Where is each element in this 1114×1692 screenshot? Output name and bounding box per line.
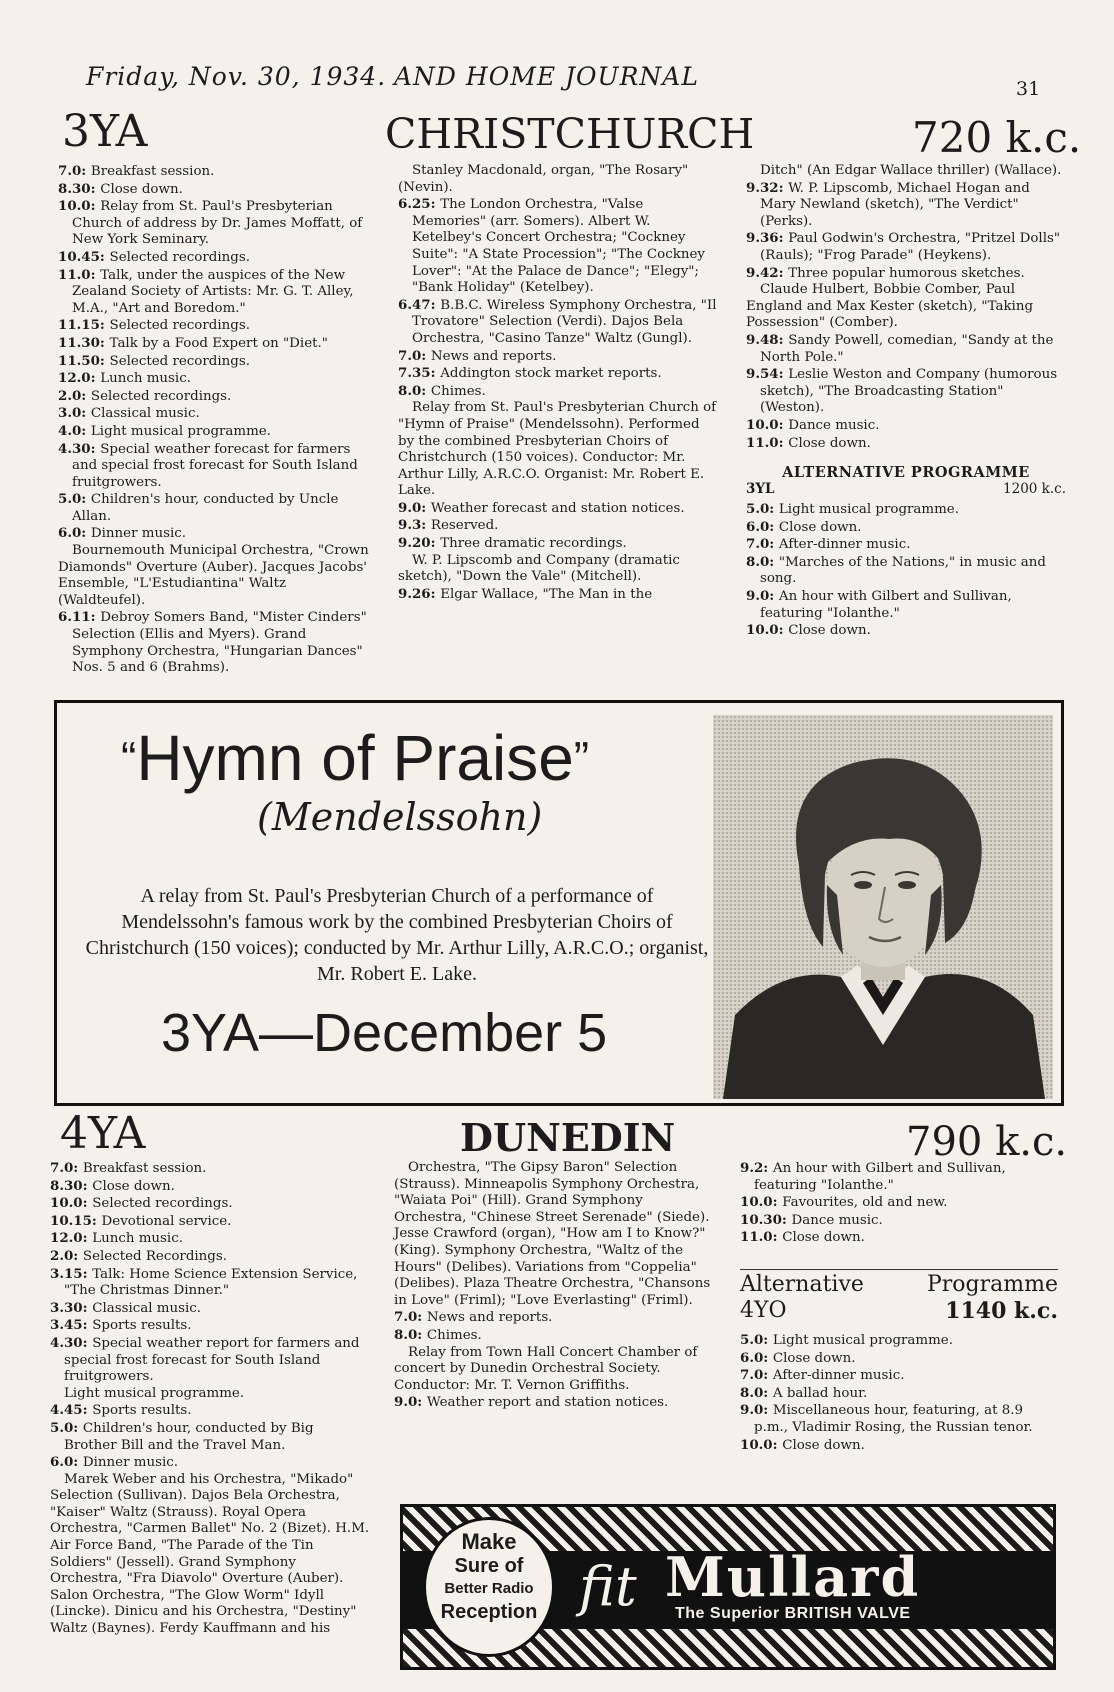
programme-entry — [740, 1160, 1058, 1194]
listing-text: Light musical programme. — [778, 502, 959, 518]
listing-time: 4.45: — [50, 1402, 93, 1419]
listing-text: Weather forecast and station notices. — [430, 500, 685, 516]
slogan-line-4: Reception — [440, 1601, 538, 1623]
listing-text: B.B.C. Wireless Symphony Orchestra, "Il Trovatore" Selection (Verdi). Dajos Bela Orchestra, "Casino Tanze" Waltz (Gungl). — [412, 297, 717, 346]
programme-entry — [398, 365, 718, 383]
listing-time: 8.30: — [50, 1177, 93, 1194]
ad-footer-date: 3YA—December 5 — [161, 1003, 608, 1063]
programme-column-4ya-3-wrap — [740, 1160, 1058, 1454]
listing-text: Dinner music. — [82, 1455, 178, 1471]
listing-time: 5.0: — [50, 1419, 83, 1436]
programme-entry — [58, 543, 376, 609]
listing-text: Special weather forecast for farmers and special frost forecast for South Island fruitgrowers. — [72, 441, 358, 490]
programme-entry — [58, 249, 376, 267]
programme-entry — [58, 335, 376, 353]
programme-entry — [394, 1394, 716, 1412]
listing-text: An hour with Gilbert and Sullivan, featuring "Iolanthe." — [754, 1161, 1006, 1193]
listing-time: 9.48: — [746, 331, 789, 348]
listing-time: 8.0: — [746, 553, 779, 570]
programme-column-4ya-2 — [394, 1160, 716, 1412]
programme-entry — [398, 535, 718, 553]
listing-text: Orchestra, "The Gipsy Baron" Selection (Strauss). Minneapolis Symphony Orchestra, "Waiata Poi" (Hill). Grand Symphony Orchestra, "Chinese Street Serenade" (Siede). Jesse Crawford (organ), "How am I to Know?" (King). Symphony Orchestra, "Waltz of the Hours" (Delibes). Variations from "Coppelia" (Delibes). Plaza Theatre Orchestra, "Chansons in Love" (Friml); "Love Everlasting" (Friml). — [394, 1160, 711, 1308]
listing-text: Relay from St. Paul's Presbyterian Church of "Hymn of Praise" (Mendelssohn). Performed by the combined Presbyterian Choirs of Christchurch (150 voices). Conductor: Mr. Arthur Lilly, A.R.C.O. Organist: Mr. Robert E. Lake. — [398, 400, 717, 499]
station-call-3ya: 3YA — [62, 106, 148, 157]
listing-text: Talk by a Food Expert on "Diet." — [109, 335, 328, 351]
listing-time: 6.0: — [58, 525, 91, 542]
listing-time: 9.0: — [394, 1394, 427, 1411]
listing-text: The London Orchestra, "Valse Memories" (arr. Somers). Albert W. Ketelbey's Concert Orchestra; "Cockney Suite": "A State Procession"; "The Cockney Lover": "At the Palace de Dance"; "Elegy"; "Bank Holiday" (Ketelbey). — [412, 197, 705, 296]
programme-entry — [398, 553, 718, 586]
listing-time: 9.3: — [398, 517, 431, 534]
listing-text: Selected recordings. — [109, 249, 250, 265]
listing-time: 9.36: — [746, 230, 789, 247]
programme-column-3ya-3 — [746, 163, 1066, 452]
programme-entry — [58, 198, 376, 249]
programme-entry — [746, 282, 1066, 332]
listing-time: 3.45: — [50, 1317, 93, 1334]
listing-text: Addington stock market reports. — [440, 366, 662, 382]
programme-entry — [394, 1345, 716, 1395]
listing-text: Debroy Somers Band, "Mister Cinders" Selection (Ellis and Myers). Grand Symphony Orchestra, "Hungarian Dances" Nos. 5 and 6 (Brahms). — [72, 610, 367, 676]
listing-text: Sports results. — [92, 1318, 192, 1334]
programme-entry — [50, 1335, 370, 1386]
listing-text: Close down. — [772, 1350, 856, 1366]
programme-entry — [740, 1194, 1058, 1212]
programme-entry — [746, 180, 1066, 231]
programme-entry — [740, 1212, 1058, 1230]
mullard-fit-script: fit — [579, 1555, 637, 1618]
listing-text: Relay from St. Paul's Presbyterian Church of address by Dr. James Moffatt, of New York Seminary. — [72, 199, 363, 248]
alternative-header-3yl — [746, 481, 1066, 497]
alternative-entry — [746, 622, 1066, 640]
programme-entry — [398, 348, 718, 366]
programme-entry — [58, 317, 376, 335]
page-date: Friday, Nov. 30, 1934. — [86, 62, 387, 91]
listing-time: 5.0: — [58, 491, 91, 508]
listing-text: Lunch music. — [100, 371, 191, 387]
listing-text: News and reports. — [430, 348, 557, 364]
listing-time: 7.0: — [398, 347, 431, 364]
listing-text: Breakfast session. — [82, 1161, 207, 1176]
station-city-dunedin: DUNEDIN — [460, 1115, 676, 1160]
listing-time: 8.0: — [398, 382, 431, 399]
listing-text: Lunch music. — [92, 1231, 183, 1247]
alternative-entry — [740, 1332, 1058, 1350]
alternative-header-4yo — [740, 1269, 1058, 1324]
listing-text: Dinner music. — [90, 526, 186, 542]
listing-time: 3.15: — [50, 1265, 93, 1282]
listing-text: Claude Hulbert, Bobbie Comber, Paul England and Max Kester (sketch), "Taking Possession" (Comber). — [746, 282, 1034, 331]
listing-text: Children's hour, conducted by Uncle Allan. — [72, 492, 339, 524]
listing-time: 10.45: — [58, 248, 110, 265]
listing-time: 2.0: — [50, 1247, 83, 1264]
programme-column-3ya-1 — [58, 163, 376, 677]
listing-time: 9.0: — [746, 588, 779, 605]
programme-entry — [50, 1472, 370, 1638]
programme-label-4yo: Programme — [926, 1271, 1058, 1297]
programme-entry — [50, 1454, 370, 1472]
programme-entry — [50, 1317, 370, 1335]
listing-text: Weather report and station notices. — [426, 1395, 669, 1411]
programme-entry — [394, 1160, 716, 1309]
programme-entry — [50, 1178, 370, 1196]
listing-time: 9.0: — [740, 1402, 773, 1419]
listing-time: 11.15: — [58, 317, 110, 334]
listing-text: Light musical programme. — [90, 423, 271, 439]
listing-time: 9.54: — [746, 366, 789, 383]
listing-text: After-dinner music. — [772, 1368, 905, 1384]
programme-entry — [398, 517, 718, 535]
listing-time: 2.0: — [58, 387, 91, 404]
programme-entry — [58, 388, 376, 406]
listing-text: Classical music. — [90, 406, 200, 422]
listing-time: 10.15: — [50, 1212, 102, 1229]
page-number: 31 — [1016, 78, 1041, 100]
listing-text: Selected recordings. — [90, 388, 232, 404]
listing-text: Close down. — [788, 435, 871, 451]
slogan-line-1: Make — [461, 1529, 517, 1554]
alternative-entry — [746, 536, 1066, 554]
listing-time: 11.0: — [740, 1229, 783, 1246]
listing-text: "Marches of the Nations," in music and song. — [760, 554, 1046, 587]
listing-time: 7.0: — [740, 1367, 773, 1384]
listing-text: Sports results. — [92, 1403, 192, 1419]
programme-entry — [58, 525, 376, 543]
programme-entry — [58, 423, 376, 441]
listing-text: An hour with Gilbert and Sullivan, featuring "Iolanthe." — [760, 589, 1012, 621]
programme-entry — [746, 417, 1066, 435]
listing-time: 7.35: — [398, 365, 441, 382]
listing-text: Three popular humorous sketches. — [788, 265, 1025, 281]
slogan-line-3: Better Radio — [444, 1580, 534, 1597]
programme-entry — [50, 1402, 370, 1420]
alternative-entry — [746, 519, 1066, 537]
listing-text: Miscellaneous hour, featuring, at 8.9 p.m., Vladimir Rosing, the Russian tenor. — [754, 1403, 1033, 1435]
ad-subtitle: (Mendelssohn) — [257, 795, 543, 839]
programme-column-4ya-1 — [50, 1160, 370, 1638]
close-quote: ” — [573, 732, 590, 784]
programme-column-3ya-3-wrap — [746, 163, 1066, 640]
programme-entry — [58, 181, 376, 199]
listing-text: Close down. — [782, 1437, 865, 1453]
listing-time: 6.0: — [740, 1349, 773, 1366]
programme-entry — [50, 1386, 370, 1403]
listing-text: W. P. Lipscomb, Michael Hogan and Mary Newland (sketch), "The Verdict" (Perks). — [760, 180, 1030, 229]
listing-text: Close down. — [92, 1178, 175, 1194]
listing-text: Devotional service. — [101, 1213, 232, 1229]
listing-text: A ballad hour. — [772, 1385, 868, 1401]
programme-entry — [398, 500, 718, 518]
listing-time: 10.30: — [740, 1211, 792, 1228]
listing-text: Marek Weber and his Orchestra, "Mikado" Selection (Sullivan). Dajos Bela Orchestra, "Kaiser" Waltz (Strauss). Royal Opera Orchestra, "Carmen Ballet" No. 2 (Bizet). H.M. Air Force Band, "The Parade of the Tin Soldiers" (Jessell). Grand Symphony Orchestra, "Fra Diavolo" Overture (Auber). Salon Orchestra, "The Glow Worm" Idyll (Lincke). Dinicu and his Orchestra, "Destiny" Waltz (Baynes). Ferdy Kauffmann and his — [50, 1471, 370, 1637]
listing-time: 9.0: — [398, 499, 431, 516]
listing-time: 11.50: — [58, 352, 110, 369]
alternative-call-3yl: 3YL — [746, 481, 775, 498]
programme-entry — [58, 405, 376, 423]
listing-time: 11.0: — [58, 266, 101, 283]
listing-text: Chimes. — [426, 1327, 482, 1343]
ad-title: Hymn of Praise — [136, 722, 574, 794]
programme-entry — [746, 163, 1066, 180]
listing-text: W. P. Lipscomb and Company (dramatic sketch), "Down the Vale" (Mitchell). — [398, 552, 680, 585]
listing-text: Selected Recordings. — [82, 1248, 227, 1264]
station-frequency-4ya: 790 k.c. — [906, 1119, 1068, 1165]
listing-time: 9.2: — [740, 1160, 773, 1176]
listing-time: 7.0: — [58, 163, 91, 179]
listing-text: Close down. — [100, 181, 183, 197]
mullard-advertisement — [400, 1504, 1056, 1670]
alternative-freq-4yo: 1140 k.c. — [945, 1297, 1058, 1324]
listing-text: Paul Godwin's Orchestra, "Pritzel Dolls" (Rauls); "Frog Parade" (Heykens). — [760, 231, 1061, 263]
listing-text: Leslie Weston and Company (humorous sketch), "The Broadcasting Station" (Weston). — [760, 367, 1058, 416]
programme-entry — [50, 1420, 370, 1454]
listing-text: Close down. — [778, 519, 862, 535]
programme-entry — [50, 1213, 370, 1231]
programme-entry — [398, 297, 718, 348]
listing-text: Selected recordings. — [92, 1196, 233, 1212]
listing-time: 6.25: — [398, 196, 441, 213]
listing-text: Light musical programme. — [64, 1385, 245, 1401]
listing-text: Dance music. — [788, 417, 880, 433]
listing-time: 10.0: — [50, 1195, 93, 1212]
alternative-call-4yo: 4YO — [740, 1297, 787, 1323]
programme-entry — [746, 435, 1066, 453]
programme-entry — [398, 196, 718, 297]
listing-text: After-dinner music. — [778, 537, 911, 553]
listing-text: Bournemouth Municipal Orchestra, "Crown Diamonds" Overture (Auber). Jacques Jacobs' Ensemble, "L'Estudiantina" Waltz (Waldteufel). — [58, 543, 369, 608]
programme-entry — [58, 353, 376, 371]
listing-time: 10.0: — [740, 1194, 783, 1211]
alternative-entry — [746, 501, 1066, 519]
listing-time: 8.0: — [740, 1384, 773, 1401]
listing-text: Light musical programme. — [772, 1332, 953, 1348]
listing-time: 7.0: — [50, 1160, 83, 1176]
alternative-freq-3yl: 1200 k.c. — [1003, 481, 1066, 498]
station-city-christchurch: CHRISTCHURCH — [385, 110, 755, 158]
programme-entry — [746, 265, 1066, 283]
listing-text: Reserved. — [430, 518, 499, 534]
listing-time: 8.30: — [58, 180, 101, 197]
station-call-4ya: 4YA — [60, 1108, 146, 1159]
listing-time: 8.0: — [394, 1326, 427, 1343]
listing-text: Selected recordings. — [109, 318, 250, 334]
listing-time: 11.30: — [58, 334, 110, 351]
programme-entry — [58, 267, 376, 318]
slogan-line-2: Sure of — [454, 1555, 524, 1577]
ad-body: A relay from St. Paul's Presbyterian Church of a performance of Mendelssohn's famous work by the combined Presbyterian Choirs of Christchurch (150 voices); conducted by Mr. Arthur Lilly, A.R.C.O.; organist, Mr. Robert E. Lake. — [85, 885, 709, 985]
listing-text: Relay from Town Hall Concert Chamber of concert by Dunedin Orchestral Society. Conductor: Mr. T. Vernon Griffiths. — [394, 1344, 698, 1393]
listing-time: 6.11: — [58, 609, 101, 626]
listing-text: Favourites, old and new. — [782, 1195, 948, 1211]
programme-entry — [58, 491, 376, 525]
listing-time: 9.20: — [398, 535, 441, 552]
programme-entry — [398, 383, 718, 401]
listing-time: 3.0: — [58, 405, 91, 422]
listing-time: 5.0: — [746, 501, 779, 518]
programme-entry — [50, 1160, 370, 1178]
listing-text: Talk: Home Science Extension Service, "The Christmas Dinner." — [64, 1266, 358, 1299]
alternative-entry — [740, 1385, 1058, 1403]
listing-time: 3.30: — [50, 1299, 93, 1316]
listing-text: Stanley Macdonald, organ, "The Rosary" (Nevin). — [398, 163, 689, 195]
open-quote: “ — [121, 732, 137, 784]
station-frequency-3ya: 720 k.c. — [912, 113, 1082, 162]
listing-time: 6.0: — [746, 518, 779, 535]
programme-entry — [58, 370, 376, 388]
alternative-entry — [740, 1367, 1058, 1385]
listing-text: Elgar Wallace, "The Man in the — [440, 586, 653, 602]
mendelssohn-portrait-icon — [713, 715, 1053, 1099]
mullard-brand: Mullard — [665, 1545, 921, 1609]
alternative-programme-4yo — [740, 1332, 1058, 1454]
mullard-slogan-badge — [423, 1517, 555, 1657]
programme-entry — [50, 1300, 370, 1318]
programme-entry — [398, 163, 718, 196]
listing-time: 7.0: — [746, 536, 779, 553]
ad-title-line — [121, 723, 589, 793]
listing-text: Children's hour, conducted by Big Brother Bill and the Travel Man. — [64, 1420, 314, 1453]
programme-entry — [50, 1195, 370, 1213]
programme-entry — [58, 609, 376, 676]
programme-entry — [740, 1229, 1058, 1247]
listing-time: 10.0: — [746, 622, 789, 639]
listing-text: Close down. — [788, 623, 871, 639]
listing-time: 9.32: — [746, 179, 789, 196]
programme-entry — [746, 366, 1066, 417]
listing-time: 4.30: — [50, 1334, 93, 1351]
alternative-label-4yo: Alternative — [740, 1271, 864, 1297]
programme-entry — [58, 441, 376, 492]
listing-time: 5.0: — [740, 1331, 773, 1348]
listing-text: Sandy Powell, comedian, "Sandy at the North Pole." — [760, 332, 1054, 365]
listing-text: Three dramatic recordings. — [440, 536, 627, 552]
programme-entry — [394, 1327, 716, 1345]
programme-entry — [398, 400, 718, 500]
alternative-entry — [740, 1402, 1058, 1436]
listing-text: Special weather report for farmers and special frost forecast for South Island fruitgrowers. — [64, 1335, 360, 1385]
listing-time: 9.42: — [746, 264, 789, 281]
programme-entry — [50, 1230, 370, 1248]
programme-column-4ya-3 — [740, 1160, 1058, 1247]
listing-time: 10.0: — [58, 198, 101, 215]
listing-time: 10.0: — [746, 416, 789, 433]
listing-time: 10.0: — [740, 1436, 783, 1453]
programme-entry — [394, 1309, 716, 1327]
alternative-entry — [746, 554, 1066, 588]
listing-time: 12.0: — [58, 370, 101, 387]
listing-text: News and reports. — [426, 1310, 553, 1326]
programme-entry — [746, 230, 1066, 264]
listing-time: 7.0: — [394, 1309, 427, 1326]
alternative-programme-title-3yl: ALTERNATIVE PROGRAMME — [782, 464, 1030, 482]
programme-entry — [50, 1248, 370, 1266]
programme-entry — [398, 586, 718, 604]
alternative-entry — [746, 588, 1066, 622]
listing-time: 12.0: — [50, 1230, 93, 1247]
programme-entry — [50, 1266, 370, 1300]
programme-entry — [58, 163, 376, 181]
programme-entry — [746, 332, 1066, 366]
mullard-tagline: The Superior BRITISH VALVE — [675, 1605, 911, 1622]
listing-time: 6.47: — [398, 296, 441, 313]
listing-text: Classical music. — [92, 1300, 202, 1316]
journal-title: AND HOME JOURNAL — [394, 62, 699, 91]
listing-text: Chimes. — [430, 383, 486, 399]
listing-time: 6.0: — [50, 1454, 83, 1471]
listing-time: 4.30: — [58, 440, 101, 457]
hymn-of-praise-advertisement — [54, 700, 1064, 1106]
listing-text: Breakfast session. — [90, 164, 215, 179]
alternative-entry — [740, 1350, 1058, 1368]
listing-text: Ditch" (An Edgar Wallace thriller) (Wallace). — [760, 163, 1062, 178]
listing-text: Dance music. — [791, 1212, 883, 1228]
listing-time: 11.0: — [746, 434, 789, 451]
listing-time: 9.26: — [398, 585, 441, 602]
alternative-entry — [740, 1437, 1058, 1455]
listing-text: Close down. — [782, 1230, 865, 1246]
listing-text: Selected recordings. — [109, 353, 250, 369]
programme-column-3ya-2 — [398, 163, 718, 603]
alternative-programme-3yl — [746, 501, 1066, 640]
listing-text: Talk, under the auspices of the New Zealand Society of Artists: Mr. G. T. Alley, M.A., "Art and Boredom." — [72, 267, 354, 316]
listing-time: 4.0: — [58, 422, 91, 439]
